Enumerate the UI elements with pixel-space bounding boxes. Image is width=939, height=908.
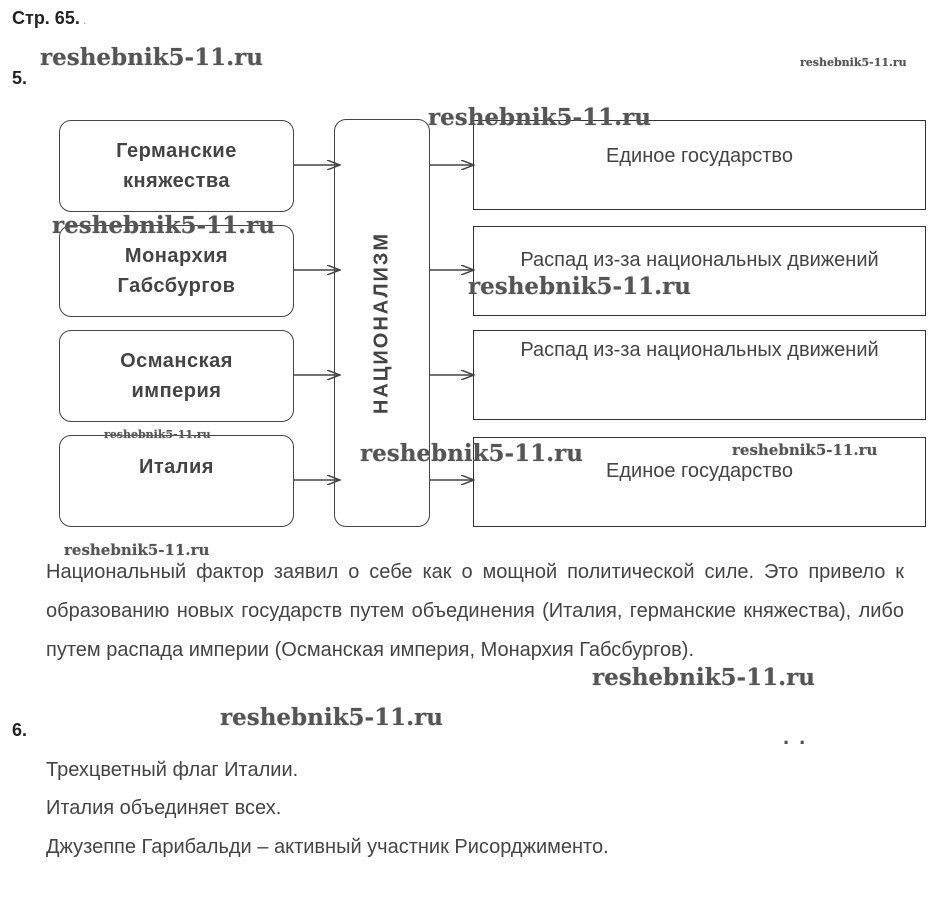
watermark: reshebnik5-11.ru [468,273,691,300]
task-5-answer: Национальный фактор заявил о себе как о мощной политической силе. Это привело к образованию новых государств путем объединения (Италия, германские княжества), либо путем распада империи (Османская империя, Монархия Габсбургов). [46,561,904,661]
task-6-number: 6. [12,720,28,740]
task-6-line-3: Джузеппе Гарибальди – активный участник Рисорджименто. [46,836,609,858]
task-6-line-2: Италия объединяет всех. [46,797,282,819]
watermark: reshebnik5-11.ru [732,441,878,459]
watermark: reshebnik5-11.ru [52,212,275,239]
result-label: Распад из-за национальных движений [520,249,879,271]
source-line: Германские [116,140,237,162]
result-label: Единое государство [606,145,793,167]
watermark: reshebnik5-11.ru [40,44,263,71]
source-line: Италия [139,456,214,478]
task-5-number: 5. [12,68,28,88]
source-line: княжества [122,170,231,192]
watermark: reshebnik5-11.ru [800,56,907,69]
watermark: reshebnik5-11.ru [360,440,583,467]
result-label: Единое государство [606,460,793,482]
watermark: reshebnik5-11.ru [592,664,815,691]
source-line: империя [131,380,222,402]
nationalism-label: НАЦИОНАЛИЗМ [370,231,393,415]
source-line: Османская [120,350,233,372]
watermark: reshebnik5-11.ru [428,104,651,131]
source-line: Габсбургов [117,275,236,297]
task-6-line-1: Трехцветный флаг Италии. [46,759,299,781]
stray-dots: .. [783,724,816,749]
watermark: reshebnik5-11.ru [104,428,211,441]
source-line: Монархия [124,245,229,267]
result-label: Распад из-за национальных движений [520,339,879,361]
page-label: Стр. 65. . [12,8,87,28]
watermark: reshebnik5-11.ru [220,704,443,731]
watermark: reshebnik5-11.ru [64,541,210,559]
